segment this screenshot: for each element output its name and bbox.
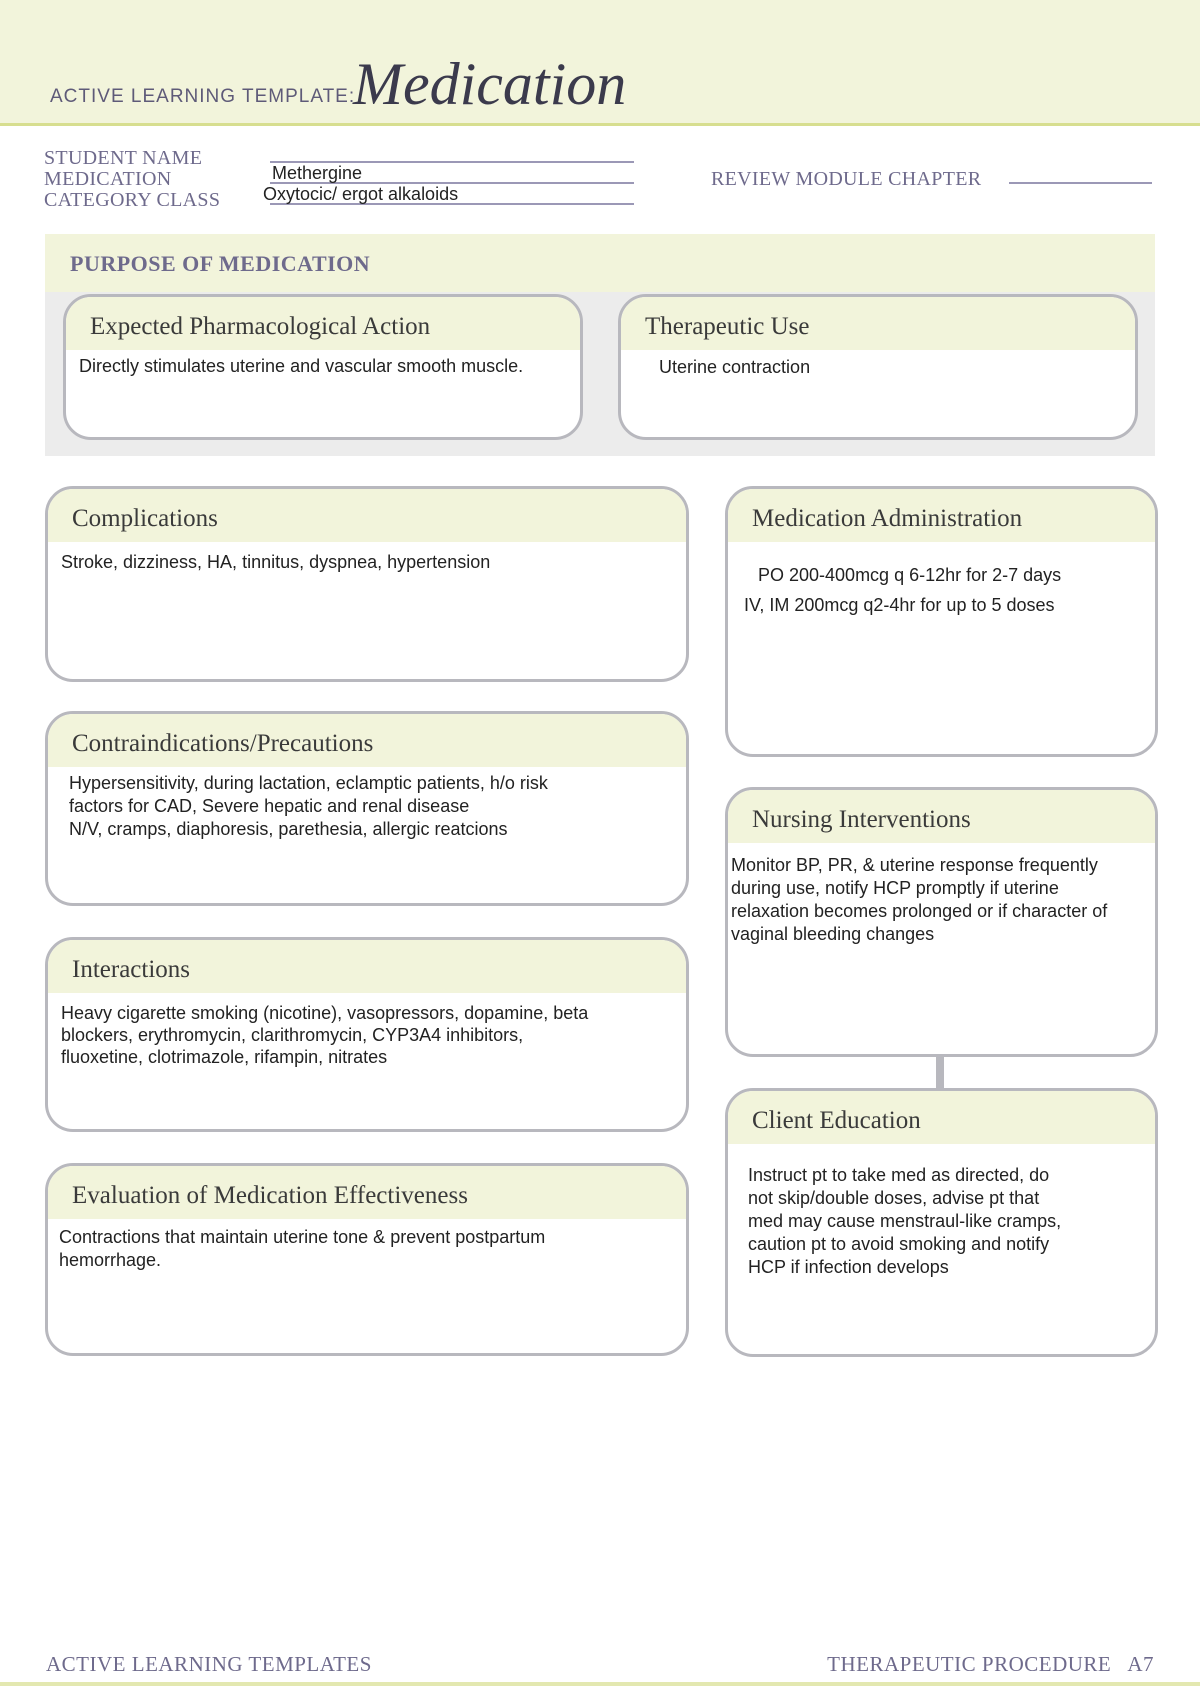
therapeutic-use-text[interactable]: Uterine contraction — [659, 357, 811, 377]
contraindications-card — [45, 711, 689, 906]
nursing-line: relaxation becomes prolonged or if character of — [731, 901, 1108, 921]
footer-left: ACTIVE LEARNING TEMPLATES — [46, 1652, 372, 1676]
contraindications-line: Hypersensitivity, during lactation, eclamptic patients, h/o risk — [69, 773, 548, 793]
interactions-title: Interactions — [72, 956, 191, 983]
nursing-line: during use, notify HCP promptly if uterine — [731, 878, 1059, 898]
therapeutic-use-header — [621, 297, 1135, 350]
footer-right: THERAPEUTIC PROCEDURE A7 — [827, 1652, 1154, 1676]
education-line: HCP if infection develops — [748, 1257, 949, 1277]
connector — [936, 1055, 944, 1089]
interactions-header — [48, 940, 686, 993]
education-text[interactable] — [748, 1164, 1061, 1279]
expected-action-text[interactable]: Directly stimulates uterine and vascular smooth muscle. — [79, 356, 524, 376]
evaluation-card — [45, 1163, 689, 1356]
nursing-text[interactable] — [731, 854, 1107, 946]
medication-field[interactable]: Methergine — [272, 163, 363, 183]
category-class-field[interactable]: Oxytocic/ ergot alkaloids — [263, 184, 459, 204]
expected-action-title: Expected Pharmacological Action — [90, 313, 431, 340]
nursing-card — [725, 787, 1158, 1057]
review-module-label: REVIEW MODULE CHAPTER — [711, 168, 982, 190]
interactions-line: Heavy cigarette smoking (nicotine), vasopressors, dopamine, beta — [61, 1003, 589, 1023]
administration-text[interactable] — [744, 560, 1061, 620]
complications-header — [48, 489, 686, 542]
page-title: Medication — [353, 51, 627, 117]
therapeutic-use-card — [618, 294, 1138, 440]
evaluation-line: Contractions that maintain uterine tone & prevent postpartum — [59, 1227, 546, 1247]
evaluation-text[interactable] — [59, 1226, 545, 1272]
interactions-text[interactable] — [61, 1002, 588, 1068]
education-line: Instruct pt to take med as directed, do — [748, 1165, 1050, 1185]
contraindications-header — [48, 714, 686, 767]
interactions-card — [45, 937, 689, 1132]
interactions-line: fluoxetine, clotrimazole, rifampin, nitrates — [61, 1047, 388, 1067]
nursing-title: Nursing Interventions — [752, 806, 971, 833]
education-card — [725, 1088, 1158, 1357]
contraindications-line: N/V, cramps, diaphoresis, parethesia, allergic reatcions — [69, 819, 508, 839]
purpose-header — [45, 234, 1155, 292]
therapeutic-use-title: Therapeutic Use — [645, 313, 810, 340]
education-line: caution pt to avoid smoking and notify — [748, 1234, 1050, 1254]
education-line: not skip/double doses, advise pt that — [748, 1188, 1040, 1208]
evaluation-line: hemorrhage. — [59, 1250, 162, 1270]
template-label: ACTIVE LEARNING TEMPLATE: — [50, 86, 356, 107]
nursing-line: vaginal bleeding changes — [731, 924, 935, 944]
administration-card — [725, 486, 1158, 757]
category-class-label: CATEGORY CLASS — [44, 189, 221, 211]
contraindications-text[interactable] — [69, 772, 548, 841]
education-header — [728, 1091, 1155, 1144]
contraindications-title: Contraindications/Precautions — [72, 730, 374, 757]
contraindications-line: factors for CAD, Severe hepatic and renal disease — [69, 796, 470, 816]
evaluation-header — [48, 1166, 686, 1219]
student-name-label: STUDENT NAME — [44, 147, 203, 169]
education-title: Client Education — [752, 1107, 921, 1134]
administration-line: PO 200-400mcg q 6-12hr for 2-7 days — [758, 565, 1062, 585]
expected-action-card — [63, 294, 583, 440]
evaluation-title: Evaluation of Medication Effectiveness — [72, 1182, 468, 1209]
education-line: med may cause menstraul-like cramps, — [748, 1211, 1062, 1231]
complications-text[interactable]: Stroke, dizziness, HA, tinnitus, dyspnea, hypertension — [61, 552, 491, 572]
expected-action-header — [66, 297, 580, 350]
administration-line: IV, IM 200mcg q2-4hr for up to 5 doses — [744, 595, 1055, 615]
administration-title: Medication Administration — [752, 505, 1023, 532]
purpose-title: PURPOSE OF MEDICATION — [70, 251, 371, 276]
medication-label: MEDICATION — [44, 168, 172, 190]
nursing-header — [728, 790, 1155, 843]
complications-card — [45, 486, 689, 682]
interactions-line: blockers, erythromycin, clarithromycin, CYP3A4 inhibitors, — [61, 1025, 524, 1045]
footer-line — [0, 1682, 1200, 1686]
nursing-line: Monitor BP, PR, & uterine response frequently — [731, 855, 1098, 875]
complications-title: Complications — [72, 505, 218, 532]
review-module-line — [1009, 182, 1152, 184]
administration-header — [728, 489, 1155, 542]
